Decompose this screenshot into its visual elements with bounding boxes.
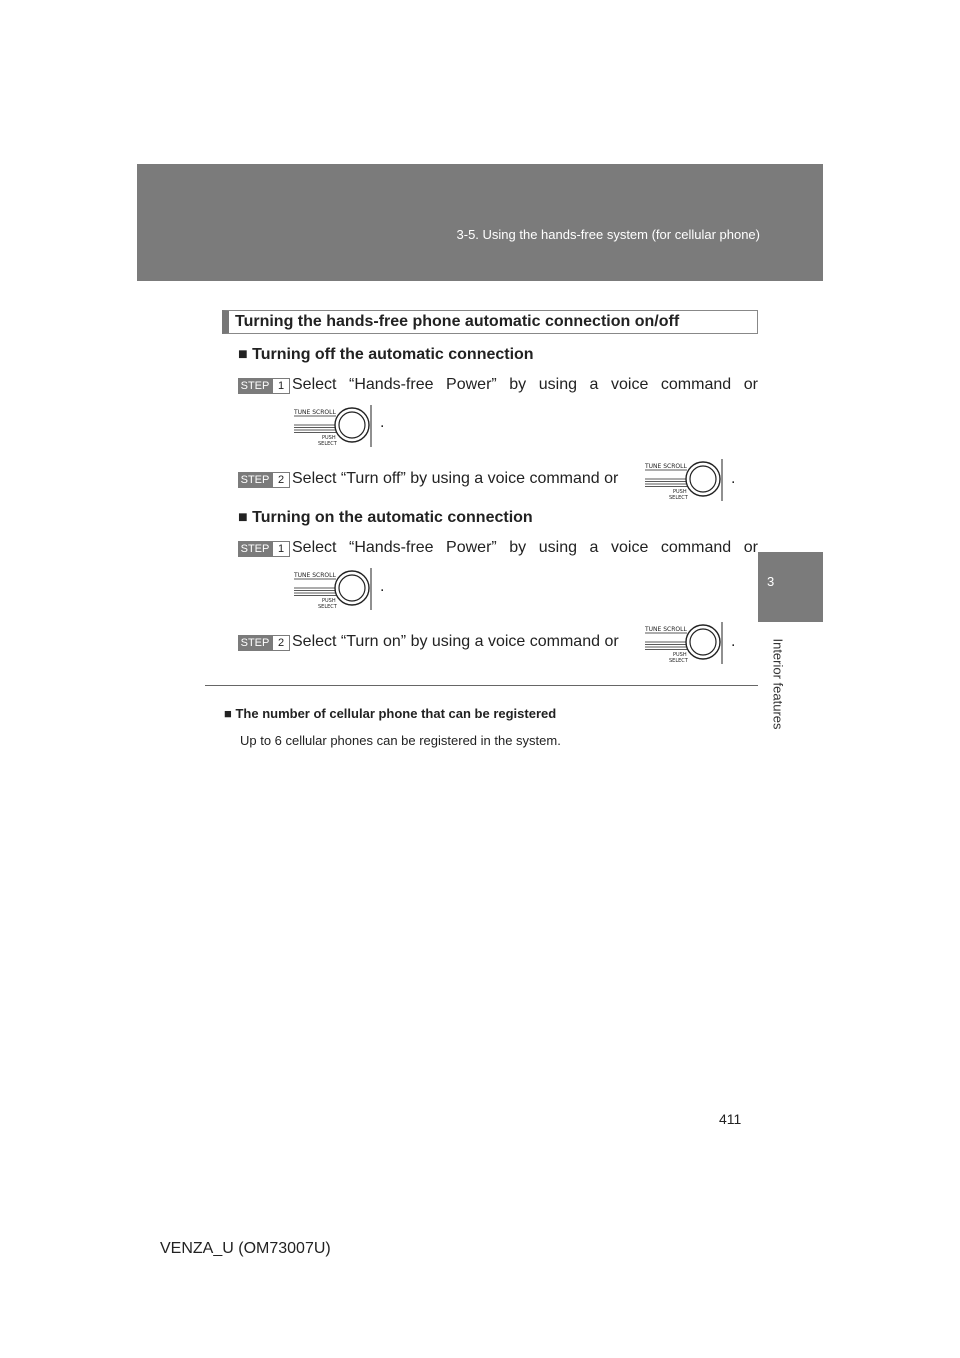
svg-text:PUSH: PUSH [322, 598, 336, 604]
svg-text:SELECT: SELECT [669, 495, 688, 501]
svg-text:TUNE SCROLL: TUNE SCROLL [294, 409, 336, 416]
step-text: Select “Turn on” by using a voice command or [292, 633, 619, 650]
document-code: VENZA_U (OM73007U) [160, 1240, 331, 1257]
step-end-period: . [380, 578, 385, 595]
step-badge: STEP 2 [238, 635, 290, 651]
svg-text:PUSH: PUSH [673, 489, 687, 495]
note-body: Up to 6 cellular phones can be registered in the system. [240, 733, 561, 748]
tune-scroll-knob-icon [292, 568, 374, 610]
tune-scroll-knob-icon [643, 622, 725, 664]
subheading-turn-on: ■ Turning on the automatic connection [238, 509, 533, 526]
chapter-header-bar [137, 164, 823, 281]
step-end-period: . [731, 470, 736, 487]
svg-text:TUNE SCROLL: TUNE SCROLL [645, 463, 687, 470]
svg-text:SELECT: SELECT [318, 604, 337, 610]
svg-text:TUNE SCROLL: TUNE SCROLL [294, 572, 336, 579]
note-heading: ■ The number of cellular phone that can be registered [224, 706, 557, 721]
section-breadcrumb: 3-5. Using the hands-free system (for cellular phone) [456, 227, 760, 242]
step-text: Select “Hands-free Power” by using a voice command or [292, 376, 758, 393]
step-badge: STEP 1 [238, 378, 290, 394]
svg-text:SELECT: SELECT [669, 658, 688, 664]
step-text: Select “Hands-free Power” by using a voice command or [292, 539, 758, 556]
svg-text:PUSH: PUSH [322, 435, 336, 441]
svg-text:PUSH: PUSH [673, 652, 687, 658]
step-end-period: . [380, 414, 385, 431]
chapter-side-label: Interior features [770, 638, 786, 730]
step-text: Select “Turn off” by using a voice command or [292, 470, 619, 487]
tune-scroll-knob-icon [643, 459, 725, 501]
step-end-period: . [731, 633, 736, 650]
svg-text:SELECT: SELECT [318, 441, 337, 447]
chapter-tab [758, 552, 823, 622]
svg-text:TUNE SCROLL: TUNE SCROLL [645, 626, 687, 633]
tune-scroll-knob-icon [292, 405, 374, 447]
step-badge: STEP 2 [238, 472, 290, 488]
section-title: Turning the hands-free phone automatic connection on/off [222, 310, 758, 334]
divider [205, 685, 758, 686]
subheading-turn-off: ■ Turning off the automatic connection [238, 346, 534, 363]
step-badge: STEP 1 [238, 541, 290, 557]
page-number: 411 [719, 1111, 742, 1127]
chapter-number: 3 [767, 574, 775, 589]
